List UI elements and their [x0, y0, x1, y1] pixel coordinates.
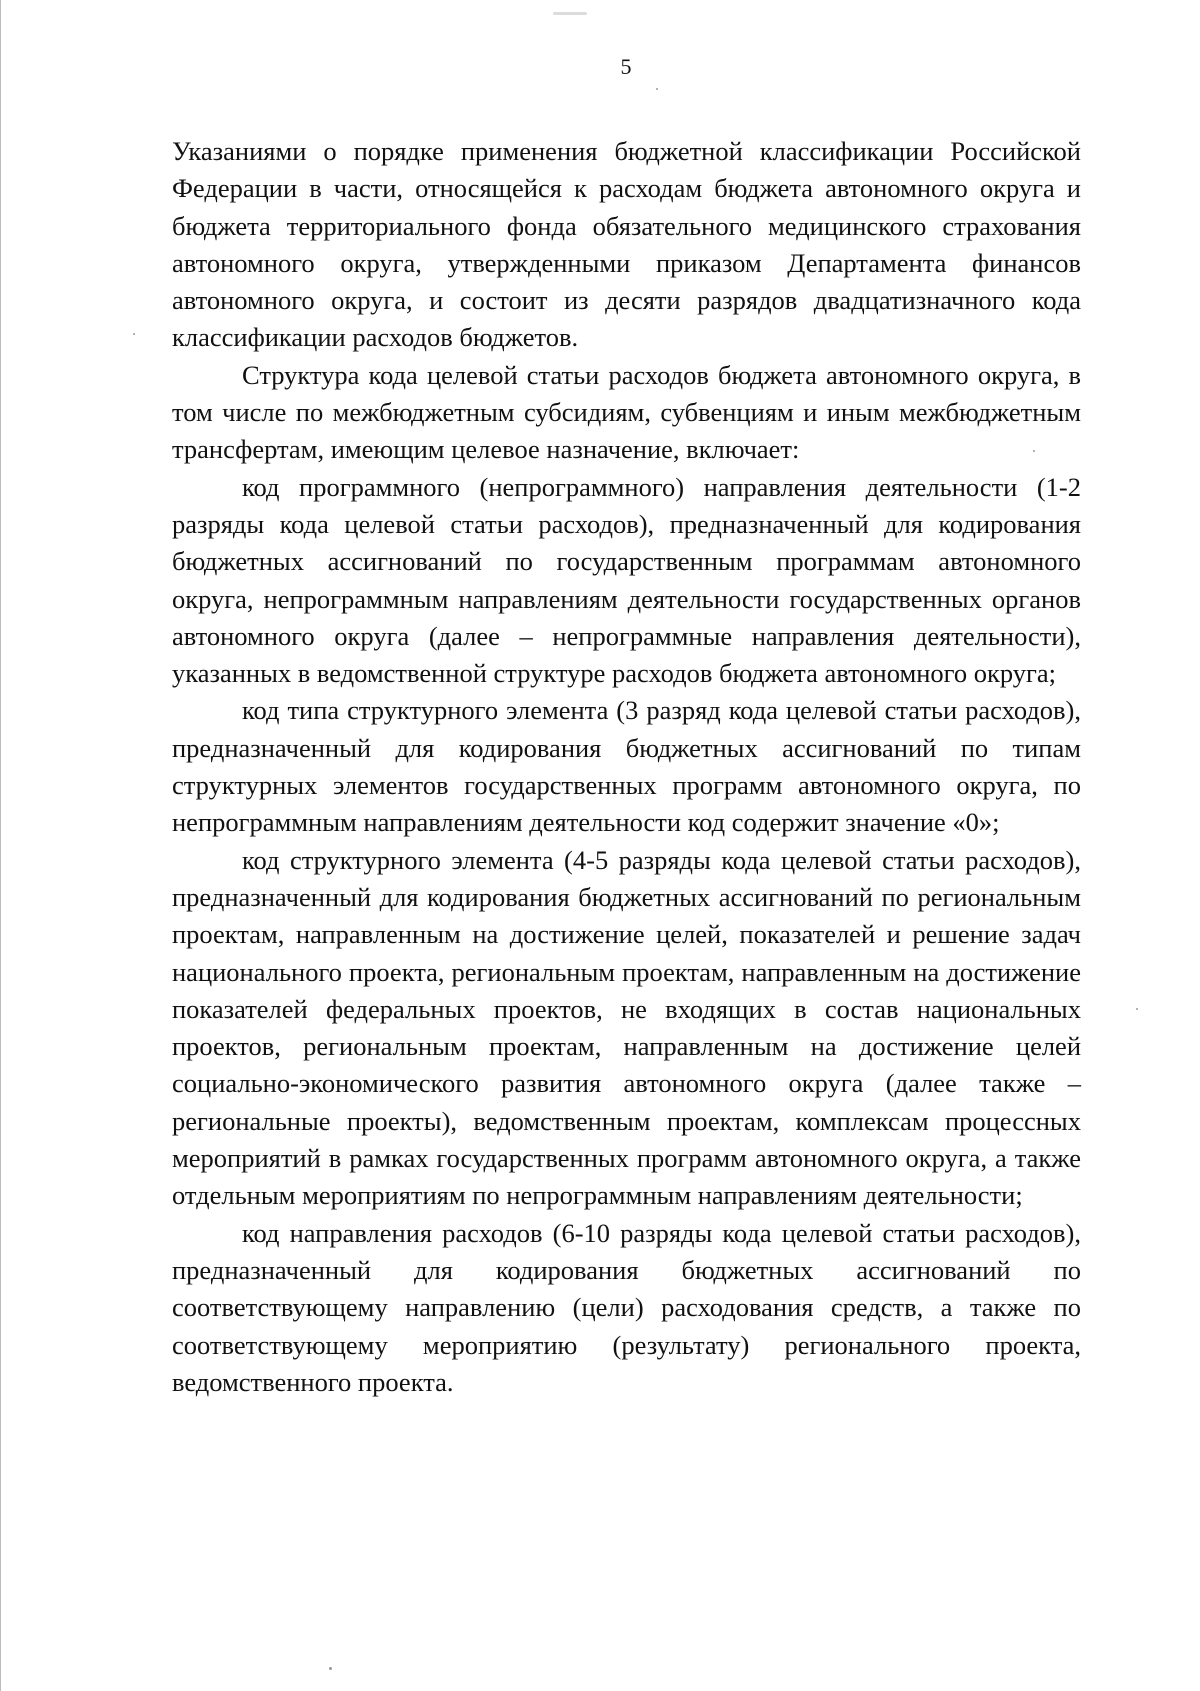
scan-mark: [656, 88, 658, 90]
scan-mark: [329, 1667, 332, 1670]
scan-mark: [133, 333, 135, 335]
scan-mark: [553, 12, 587, 15]
paragraph: код структурного элемента (4-5 разряды кода целевой статьи расходов), предназначенный для кодирования бюджетных ассигнований по региональным проектам, направленным на достижение целей, показателей и решение задач национального проекта, региональным проектам, направленным на достижение показателей федеральных проектов, не входящих в состав национальных проектов, региональным проектам, направленным на достижение целей социально-экономического развития автономного округа (далее также – региональные проекты), ведомственным проектам, комплексам процессных мероприятий в рамках государственных программ автономного округа, а также отдельным мероприятиям по непрограммным направлениям деятельности;: [172, 844, 1081, 1211]
paragraph: код типа структурного элемента (3 разряд кода целевой статьи расходов), предназначенный для кодирования бюджетных ассигнований по типам структурных элементов государственных программ автономного округа, по непрограммным направлениям деятельности код содержит значение «0»;: [172, 695, 1081, 838]
paragraph: код программного (непрограммного) направления деятельности (1-2 разряды кода целевой статьи расходов), предназначенный для кодирования бюджетных ассигнований по государственным программам автономного округа, непрограммным направлениям деятельности государственных органов автономного округа (далее – непрограммные направления деятельности), указанных в ведомственной структуре расходов бюджета автономного округа;: [172, 471, 1081, 689]
page-number: 5: [620, 54, 632, 79]
scan-mark: [1136, 1008, 1138, 1010]
document-body: [172, 133, 1081, 1401]
paragraph: Структура кода целевой статьи расходов бюджета автономного округа, в том числе по межбюджетным субсидиям, субвенциям и иным межбюджетным трансфертам, имеющим целевое назначение, включает:: [172, 359, 1081, 465]
paragraph: Указаниями о порядке применения бюджетной классификации Российской Федерации в части, относящейся к расходам бюджета автономного округа и бюджета территориального фонда обязательного медицинского страхования автономного округа, утвержденными приказом Департамента финансов автономного округа, и состоит из десяти разрядов двадцатизначного кода классификации расходов бюджетов.: [172, 136, 1081, 353]
paragraph: код направления расходов (6-10 разряды кода целевой статьи расходов), предназначенный для кодирования бюджетных ассигнований по соответствующему направлению (цели) расходования средств, а также по соответствующему мероприятию (результату) регионального проекта, ведомственного проекта.: [172, 1217, 1081, 1397]
